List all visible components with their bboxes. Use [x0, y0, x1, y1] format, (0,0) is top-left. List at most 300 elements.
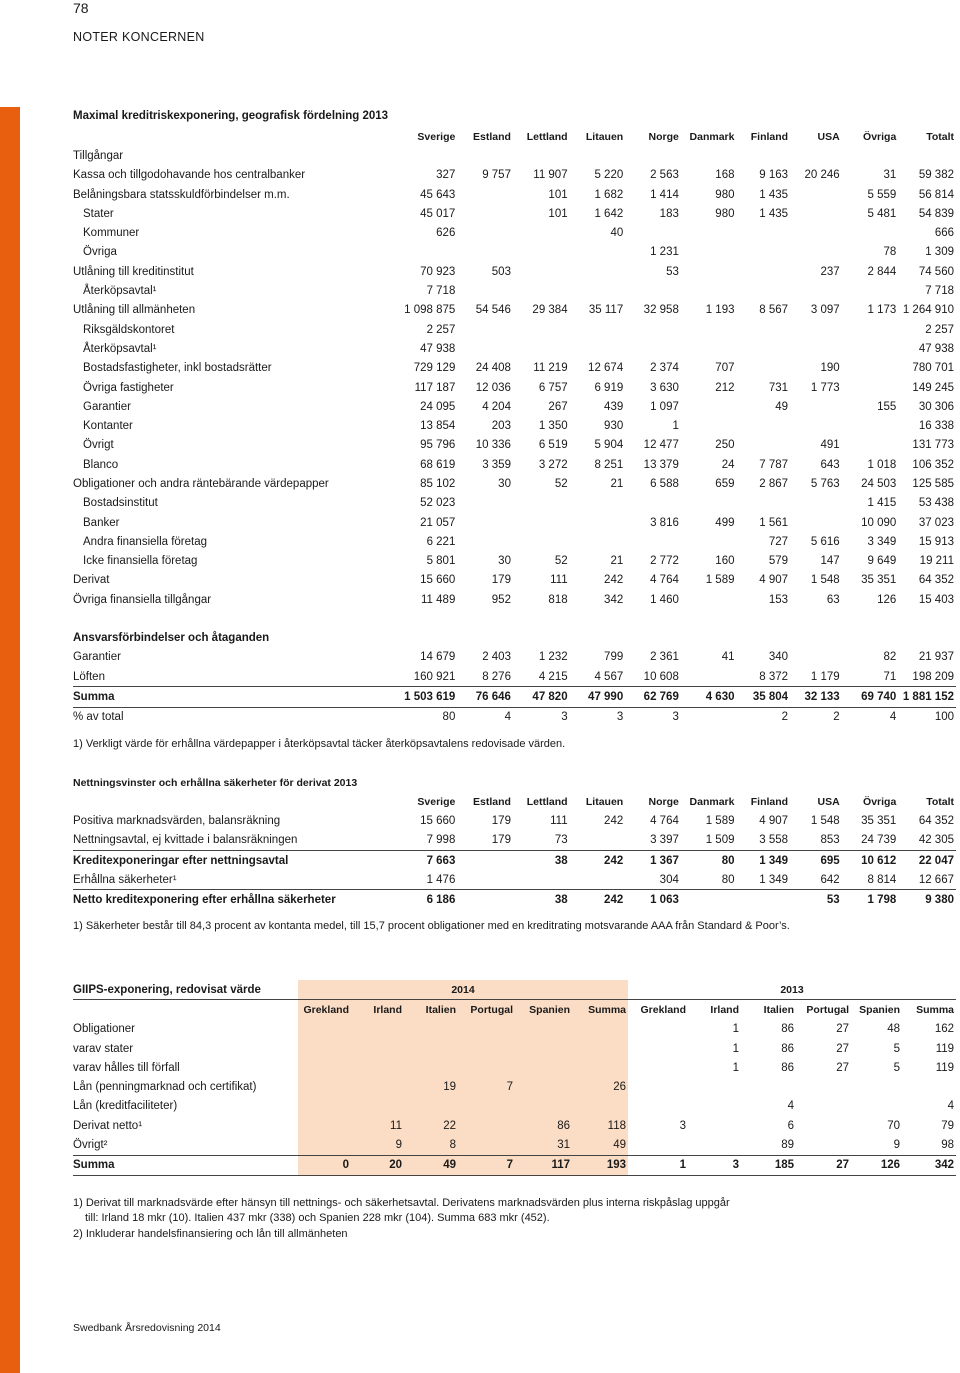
column-header: Norge	[648, 130, 679, 143]
column-header: Litauen	[585, 130, 624, 143]
column-header-2014: Summa	[572, 1000, 628, 1020]
table-cell: 1 309	[925, 246, 954, 259]
table-cell: 1 264 910	[902, 304, 954, 317]
table-row	[73, 890, 956, 910]
table-row	[73, 850, 956, 870]
row-label: % av total	[73, 711, 124, 724]
row-label: Summa	[73, 687, 384, 707]
table-cell	[736, 890, 790, 910]
table-cell	[736, 436, 790, 455]
table-cell	[570, 870, 626, 890]
table-cell: 7 718	[426, 285, 456, 298]
table-cell: 22 047	[918, 854, 954, 867]
row-label: Lån (kreditfaciliteter)	[73, 1100, 178, 1113]
table-cell: 1 509	[681, 831, 737, 851]
table-cell: 3	[561, 711, 568, 724]
table-cell: 579	[768, 555, 789, 568]
giips-footnote1b: till: Irland 18 mkr (10). Italien 437 mkr (338) och Spanien 228 mkr (104). Summa 683 mkr (452).	[85, 1212, 550, 1224]
row-label: Obligationer och andra räntebärande värdepapper	[73, 477, 329, 490]
cell-2014: 86	[515, 1116, 572, 1135]
table-cell: 117 187	[414, 381, 456, 394]
table-cell	[457, 890, 513, 910]
table1-header-row	[73, 127, 956, 146]
orange-side-bar	[0, 107, 20, 1373]
table-cell	[513, 262, 570, 281]
table-cell: 1 063	[650, 894, 679, 907]
table-row	[73, 223, 956, 242]
table-cell: 5 616	[810, 535, 840, 548]
table-cell: 24	[721, 458, 735, 471]
table-cell: 267	[548, 400, 568, 413]
table-cell: 68 619	[420, 458, 456, 471]
table-cell: 69 740	[842, 687, 899, 707]
table-cell: 1 642	[594, 207, 624, 220]
cell-2014	[298, 1058, 351, 1077]
table-cell: 40	[610, 227, 624, 240]
table-cell: 10 336	[475, 439, 511, 452]
cell-2013	[688, 1135, 741, 1155]
year-2013: 2013	[628, 980, 956, 1000]
cell-2013	[796, 1116, 851, 1135]
table-cell	[625, 281, 681, 300]
giips-title: GIIPS-exponering, redovisat värde	[73, 980, 298, 1000]
table-cell: 24 408	[475, 362, 511, 375]
table-cell	[457, 243, 513, 262]
table-cell	[570, 532, 626, 551]
cell-2013: 4	[947, 1100, 955, 1113]
table-cell: 1 548	[810, 574, 840, 587]
table-cell: 35 351	[861, 814, 897, 827]
table-cell	[681, 890, 737, 910]
cell-2013: 27	[836, 1042, 850, 1055]
table-cell: 101	[548, 188, 568, 201]
table-cell: 160 921	[384, 667, 458, 687]
table-cell: 59 382	[918, 169, 954, 182]
table-cell	[736, 281, 790, 300]
column-header-2013: Spanien	[859, 1003, 901, 1016]
cell-2013	[628, 1020, 688, 1039]
table-cell: 49	[775, 400, 789, 413]
table-cell: 101	[548, 207, 568, 220]
cell-2014	[572, 1058, 628, 1077]
table-cell: 8 567	[759, 304, 789, 317]
cell-2013: 86	[781, 1023, 795, 1036]
table-cell: 3	[616, 711, 624, 724]
cell-2013: 119	[935, 1061, 955, 1074]
table-cell: 2	[781, 711, 789, 724]
table-cell	[457, 850, 513, 870]
row-label: Derivat netto¹	[73, 1119, 143, 1132]
table-cell: 45 017	[420, 207, 456, 220]
table-cell: 47 938	[420, 342, 456, 355]
table-cell: 100	[934, 711, 954, 724]
page-number: 78	[73, 0, 89, 16]
table-cell: 47 938	[918, 342, 954, 355]
cell-2013: 9	[851, 1135, 902, 1155]
table-cell: 42 305	[898, 831, 956, 851]
table-cell	[790, 320, 842, 339]
table-cell: 54 839	[918, 207, 954, 220]
table-cell: 3	[672, 711, 679, 724]
table-cell	[681, 416, 737, 435]
table-cell	[842, 378, 899, 397]
table-cell: 499	[715, 516, 735, 529]
table-cell: 10 612	[861, 854, 897, 867]
cell-2014: 117	[515, 1155, 572, 1175]
table-row	[73, 416, 956, 435]
table-cell	[790, 281, 842, 300]
cell-2014	[515, 1058, 572, 1077]
table-cell: 5 559	[867, 188, 897, 201]
column-header-2013: Summa	[916, 1003, 955, 1016]
cell-2013: 126	[851, 1155, 902, 1175]
table-cell: 4 215	[513, 667, 570, 687]
table-cell: 626	[436, 227, 456, 240]
cell-2013: 5	[893, 1042, 901, 1055]
table-cell	[681, 532, 737, 551]
table-cell: 4	[889, 711, 897, 724]
giips-footnote1: 1) Derivat till marknadsvärde efter hänsyn till nettnings- och säkerhetsavtal. Derivatens marknadsvärden plus interna riskpåslag uppgår	[73, 1197, 730, 1209]
cell-2013: 70	[887, 1119, 901, 1132]
table-cell	[570, 281, 626, 300]
column-header-2014: Portugal	[458, 1000, 515, 1020]
spacer-row	[73, 609, 956, 628]
column-header: USA	[817, 130, 840, 143]
table-cell	[457, 320, 513, 339]
cell-2014	[351, 1020, 404, 1039]
row-label: Övrigt²	[73, 1135, 298, 1155]
row-label: Kassa och tillgodohavande hos centralbanker	[73, 169, 306, 182]
table-cell	[513, 870, 570, 890]
table-cell: 1 476	[384, 870, 458, 890]
row-label: Övriga fastigheter	[83, 381, 174, 394]
column-header: Litauen	[585, 795, 624, 808]
table-cell: 12 477	[643, 439, 679, 452]
table-cell: 179	[491, 814, 511, 827]
table-cell: 250	[715, 439, 735, 452]
row-label: Utlåning till allmänheten	[73, 304, 196, 317]
table-cell: 780 701	[912, 362, 954, 375]
credit-risk-table	[73, 127, 956, 727]
table-cell: 149 245	[912, 381, 954, 394]
table-cell: 47 990	[570, 687, 626, 707]
table-cell	[736, 223, 790, 242]
table-row	[73, 1077, 956, 1096]
cell-2013: 89	[741, 1135, 796, 1155]
cell-2013: 98	[902, 1135, 956, 1155]
cell-2014	[572, 1097, 628, 1116]
column-header: Danmark	[689, 795, 735, 808]
row-label: Positiva marknadsvärden, balansräkning	[73, 814, 281, 827]
table-row	[73, 1135, 956, 1155]
cell-2014: 7	[458, 1077, 515, 1096]
table-cell: 4 907	[759, 574, 789, 587]
table-cell	[681, 320, 737, 339]
table-cell	[842, 281, 899, 300]
table-cell: 5 904	[594, 439, 624, 452]
table-cell: 1 193	[705, 304, 735, 317]
cell-2013	[628, 1135, 688, 1155]
table-cell: 980	[715, 207, 735, 220]
table-cell: 2 772	[650, 555, 679, 568]
table-cell	[790, 494, 842, 513]
table-cell: 237	[820, 265, 840, 278]
table-cell: 1 798	[867, 894, 897, 907]
row-label: Banker	[83, 516, 120, 529]
table-cell	[790, 339, 842, 358]
table-cell: 1 503 619	[384, 687, 458, 707]
table-cell: 1 350	[538, 420, 568, 433]
table-cell: 78	[883, 246, 897, 259]
table-cell: 198 209	[898, 667, 956, 687]
table-cell	[570, 831, 626, 851]
cell-2013: 1	[732, 1023, 740, 1036]
table-cell: 1 589	[705, 814, 735, 827]
table-cell: 111	[550, 814, 568, 827]
row-label: Riksgäldskontoret	[83, 323, 175, 336]
table-cell	[513, 223, 570, 242]
table-cell: 10 608	[625, 667, 681, 687]
row-label: Andra finansiella företag	[83, 535, 208, 548]
table-row	[73, 1116, 956, 1135]
cell-2014	[351, 1058, 404, 1077]
section-heading: Ansvarsförbindelser och åtaganden	[73, 632, 270, 645]
cell-2014	[404, 1020, 458, 1039]
row-label: Återköpsavtal¹	[83, 342, 157, 355]
cell-2014: 19	[404, 1077, 458, 1096]
table-cell: 179	[491, 574, 511, 587]
cell-2014	[458, 1135, 515, 1155]
netting-table	[73, 792, 956, 910]
table-cell: 131 773	[912, 439, 954, 452]
table1-footnote: 1) Verkligt värde för erhållna värdepapper i återköpsavtal täcker återköpsavtalens redovisade värden.	[73, 738, 566, 750]
table-cell: 8 372	[736, 667, 790, 687]
column-header-2013: Irland	[710, 1003, 740, 1016]
cell-2014	[458, 1020, 515, 1039]
table-cell	[570, 513, 626, 532]
row-label: Löften	[73, 667, 384, 687]
table-cell: 980	[715, 188, 735, 201]
table-row	[73, 1058, 956, 1077]
table-cell	[842, 339, 899, 358]
cell-2013: 342	[902, 1155, 956, 1175]
table-cell: 8 251	[594, 458, 624, 471]
table-cell: 2 403	[482, 651, 511, 664]
cell-2013: 27	[836, 1061, 850, 1074]
table-cell: 242	[604, 814, 624, 827]
table-cell: 8 276	[457, 667, 513, 687]
cell-2014: 11	[351, 1116, 404, 1135]
table-cell	[681, 707, 737, 727]
table-cell: 707	[715, 362, 735, 375]
table-cell	[842, 223, 899, 242]
table-cell: 1 018	[867, 458, 897, 471]
table-cell: 45 643	[420, 188, 456, 201]
cell-2013: 27	[836, 1023, 850, 1036]
table-row	[73, 281, 956, 300]
table-cell: 12 036	[475, 381, 511, 394]
table-cell	[513, 243, 570, 262]
cell-2014	[351, 1077, 404, 1096]
table-cell: 1 415	[867, 497, 897, 510]
section-heading-row	[73, 146, 956, 165]
page-footer: Swedbank Årsredovisning 2014	[73, 1322, 221, 1334]
table-cell: 21 057	[420, 516, 456, 529]
cell-2014: 0	[298, 1155, 351, 1175]
cell-2013: 4	[787, 1100, 795, 1113]
table-cell	[457, 513, 513, 532]
row-label: Nettningsavtal, ej kvittade i balansräkningen	[73, 831, 384, 851]
row-label: Blanco	[83, 458, 119, 471]
table-cell	[736, 416, 790, 435]
table-cell: 4 764	[650, 574, 679, 587]
table-cell: 80	[442, 711, 456, 724]
column-header: Totalt	[926, 795, 954, 808]
cell-2013: 86	[781, 1061, 795, 1074]
table-cell: 63	[826, 593, 840, 606]
table-cell	[790, 243, 842, 262]
table-cell: 2 257	[426, 323, 456, 336]
table-cell: 52	[554, 555, 568, 568]
cell-2014: 20	[351, 1155, 404, 1175]
row-label: Lån (penningmarknad och certifikat)	[73, 1081, 257, 1094]
table-cell	[842, 436, 899, 455]
cell-2013: 79	[941, 1119, 955, 1132]
column-header: Finland	[750, 130, 789, 143]
table-cell: 35 117	[588, 304, 624, 317]
table-cell: 153	[768, 593, 789, 606]
section-heading-row	[73, 628, 956, 647]
table-cell: 4	[504, 711, 511, 724]
year-2014: 2014	[298, 980, 628, 1000]
table-row	[73, 166, 956, 185]
table-row	[73, 397, 956, 416]
table-cell	[681, 397, 737, 416]
table-cell: 2 374	[650, 362, 679, 375]
row-label: Bostadsfastigheter, inkl bostadsrätter	[83, 362, 272, 375]
giips-header-row	[73, 1000, 956, 1020]
table-cell: 2 563	[650, 169, 679, 182]
cell-2013: 6	[787, 1119, 795, 1132]
row-label: varav hålles till förfall	[73, 1061, 180, 1074]
table-cell: 7 998	[384, 831, 458, 851]
cell-2014: 26	[572, 1077, 628, 1096]
table-cell: 6 757	[538, 381, 568, 394]
table-cell: 439	[604, 400, 624, 413]
row-label: Derivat	[73, 574, 110, 587]
table-cell: 1 435	[759, 207, 789, 220]
table-cell: 35 351	[861, 574, 897, 587]
cell-2014	[515, 1097, 572, 1116]
table-cell: 1 435	[759, 188, 789, 201]
table-cell: 7 718	[925, 285, 954, 298]
table-cell: 95 796	[420, 439, 456, 452]
table-cell: 15 660	[420, 814, 456, 827]
table-cell: 9 380	[925, 894, 954, 907]
table-row	[73, 648, 956, 667]
cell-2013: 3	[679, 1119, 687, 1132]
table-cell	[681, 494, 737, 513]
cell-2014	[515, 1039, 572, 1058]
table-cell: 8 814	[842, 870, 899, 890]
cell-2014	[404, 1058, 458, 1077]
table-cell	[681, 281, 737, 300]
cell-2013: 3	[688, 1155, 741, 1175]
table-cell: 242	[604, 854, 624, 867]
table-row	[73, 378, 956, 397]
cell-2013	[628, 1077, 688, 1096]
cell-2013: 162	[934, 1023, 955, 1036]
table-cell: 168	[715, 169, 735, 182]
table-cell	[625, 532, 681, 551]
table-cell: 503	[491, 265, 511, 278]
cell-2014: 193	[572, 1155, 628, 1175]
table-cell	[457, 204, 513, 223]
table1-title: Maximal kreditriskexponering, geografisk fördelning 2013	[73, 110, 389, 122]
table-cell	[790, 513, 842, 532]
cell-2014	[515, 1077, 572, 1096]
table-cell: 53	[666, 265, 679, 278]
row-label: Icke finansiella företag	[83, 555, 198, 568]
table-cell: 727	[768, 535, 789, 548]
table-cell: 5 763	[810, 477, 840, 490]
table-cell	[513, 339, 570, 358]
table-cell	[681, 667, 737, 687]
table-cell: 3 272	[538, 458, 568, 471]
giips-footnote2: 2) Inkluderar handelsfinansiering och lån till allmänheten	[73, 1228, 348, 1240]
table-cell: 20 246	[804, 169, 840, 182]
table-cell: 203	[491, 420, 511, 433]
table-cell: 126	[877, 593, 897, 606]
cell-2013	[796, 1077, 851, 1096]
column-header: Lettland	[526, 130, 568, 143]
table-cell: 21	[610, 477, 624, 490]
table-cell: 183	[659, 207, 679, 220]
cell-2013: 1	[732, 1061, 740, 1074]
row-label: Bostadsinstitut	[83, 497, 158, 510]
cell-2013	[851, 1097, 902, 1116]
table-cell	[790, 416, 842, 435]
table-cell: 190	[820, 362, 840, 375]
cell-2014	[351, 1039, 404, 1058]
cell-2013: 119	[935, 1042, 955, 1055]
table-cell	[842, 320, 899, 339]
table-cell: 56 814	[918, 188, 954, 201]
table-cell	[513, 513, 570, 532]
table-cell: 62 769	[625, 687, 681, 707]
column-header: Norge	[648, 795, 679, 808]
table-cell: 80	[681, 870, 737, 890]
column-header-2014: Irland	[351, 1000, 404, 1020]
table-cell	[570, 320, 626, 339]
table-cell: 29 384	[532, 304, 568, 317]
table-cell: 11 907	[533, 169, 568, 182]
table-cell	[790, 397, 842, 416]
cell-2014	[572, 1020, 628, 1039]
table-cell: 1 589	[705, 574, 735, 587]
column-header: Övriga	[863, 795, 897, 808]
table-row	[73, 262, 956, 281]
table-row	[73, 532, 956, 551]
row-label: varav stater	[73, 1042, 134, 1055]
table-row	[73, 455, 956, 474]
table-cell: 1 232	[538, 651, 568, 664]
table-cell: 160	[715, 555, 735, 568]
table-cell	[513, 532, 570, 551]
table-cell: 799	[604, 651, 624, 664]
section-title: NOTER KONCERNEN	[73, 30, 205, 44]
table-row	[73, 301, 956, 320]
